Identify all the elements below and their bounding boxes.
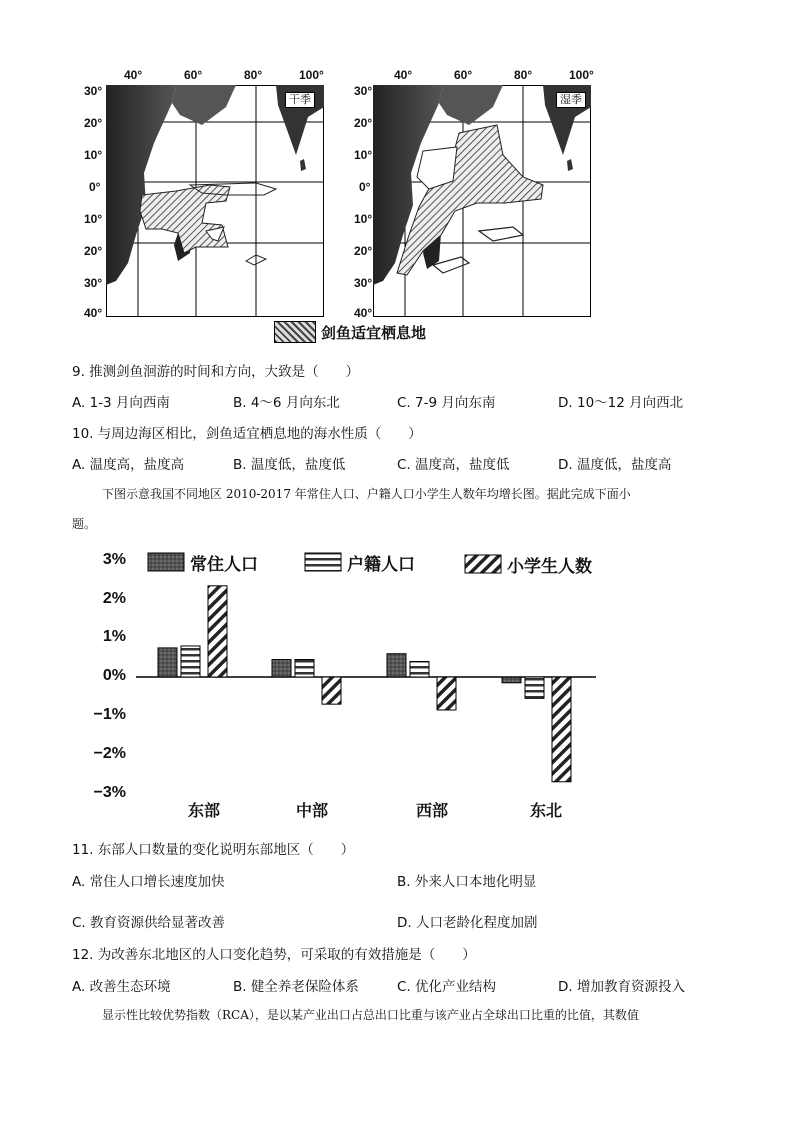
lon-label: 80° <box>514 68 533 82</box>
bar-resident <box>272 660 291 677</box>
question-11-stem: 11. 东部人口数量的变化说明东部地区（ ） <box>72 842 355 858</box>
bar-pupils <box>208 586 227 677</box>
lon-label: 100° <box>569 68 594 82</box>
lat-label: 20° <box>84 244 103 258</box>
lat-label: 10° <box>354 212 373 226</box>
habitat-legend-label: 剑鱼适宜栖息地 <box>321 324 427 342</box>
legend-label-registered: 户籍人口 <box>347 555 415 575</box>
lon-label: 60° <box>184 68 203 82</box>
bar-registered <box>525 677 544 698</box>
lat-label: 30° <box>84 84 103 98</box>
lon-label: 80° <box>244 68 263 82</box>
question-9-stem: 9. 推测剑鱼洄游的时间和方向，大致是（ ） <box>72 364 360 380</box>
bar-registered <box>295 660 314 677</box>
lat-label: 0° <box>89 180 101 194</box>
q12-option-d[interactable]: D. 增加教育资源投入 <box>558 979 685 995</box>
bar-registered <box>181 646 200 677</box>
lat-label: 0° <box>359 180 371 194</box>
lat-label: 30° <box>84 276 103 290</box>
lat-label: 20° <box>354 244 373 258</box>
legend-swatch-pupils <box>465 555 501 573</box>
y-tick-label: 2% <box>102 590 126 607</box>
q12-option-b[interactable]: B. 健全养老保险体系 <box>233 979 359 995</box>
question-12-stem: 12. 为改善东北地区的人口变化趋势，可采取的有效措施是（ ） <box>72 947 476 963</box>
y-tick-label: 0% <box>102 667 126 684</box>
y-tick-label: −2% <box>93 745 126 762</box>
q9-option-b[interactable]: B. 4～6 月向东北 <box>233 395 340 411</box>
category-label: 东部 <box>188 801 221 820</box>
legend-swatch-resident <box>148 553 184 571</box>
wet-season-tag: 湿季 <box>556 92 586 108</box>
intro-paragraph-line: 题。 <box>72 517 97 531</box>
y-tick-label: −3% <box>93 784 126 801</box>
bar-pupils <box>437 677 456 710</box>
bar-resident <box>387 654 406 677</box>
question-10-stem: 10. 与周边海区相比，剑鱼适宜栖息地的海水性质（ ） <box>72 426 422 442</box>
lon-label: 60° <box>454 68 473 82</box>
bar-resident <box>502 677 521 683</box>
lat-label: 20° <box>84 116 103 130</box>
category-label: 中部 <box>296 801 329 820</box>
lon-label: 100° <box>299 68 324 82</box>
legend-swatch-registered <box>305 553 341 571</box>
q11-option-b[interactable]: B. 外来人口本地化明显 <box>397 874 537 890</box>
y-tick-label: 1% <box>102 628 126 645</box>
q10-option-a[interactable]: A. 温度高，盐度高 <box>72 457 185 473</box>
q10-option-b[interactable]: B. 温度低，盐度低 <box>233 457 346 473</box>
y-tick-label: 3% <box>102 551 126 568</box>
q9-option-a[interactable]: A. 1-3 月向西南 <box>72 395 170 411</box>
intro-paragraph-line: 下图示意我国不同地区 2010-2017 年常住人口、户籍人口小学生人数年均增长图。据此完成下面小 <box>102 487 631 501</box>
lat-label: 10° <box>84 148 103 162</box>
bar-resident <box>158 648 177 677</box>
y-tick-label: −1% <box>93 706 126 723</box>
lon-label: 40° <box>394 68 413 82</box>
lat-label: 10° <box>354 148 373 162</box>
lat-label: 40° <box>354 306 373 320</box>
q11-option-a[interactable]: A. 常住人口增长速度加快 <box>72 874 225 890</box>
legend-label-pupils: 小学生人数 <box>507 557 592 577</box>
q10-option-c[interactable]: C. 温度高，盐度低 <box>397 457 510 473</box>
q12-option-a[interactable]: A. 改善生态环境 <box>72 979 171 995</box>
lat-label: 30° <box>354 84 373 98</box>
lat-label: 30° <box>354 276 373 290</box>
bar-pupils <box>322 677 341 704</box>
q9-option-d[interactable]: D. 10～12 月向西北 <box>558 395 684 411</box>
q12-option-c[interactable]: C. 优化产业结构 <box>397 979 497 995</box>
category-label: 东北 <box>530 801 563 820</box>
lon-label: 40° <box>124 68 143 82</box>
lat-label: 40° <box>84 306 103 320</box>
category-label: 西部 <box>416 801 449 820</box>
lat-label: 20° <box>354 116 373 130</box>
intro-paragraph-line: 显示性比较优势指数（RCA），是以某产业出口占总出口比重与该产业占全球出口比重的比值，其数值 <box>102 1008 639 1022</box>
legend-label-resident: 常住人口 <box>190 555 258 575</box>
bar-registered <box>410 661 429 677</box>
bar-pupils <box>552 677 571 782</box>
dry-season-tag: 干季 <box>285 92 315 108</box>
q11-option-c[interactable]: C. 教育资源供给显著改善 <box>72 915 226 931</box>
q9-option-c[interactable]: C. 7-9 月向东南 <box>397 395 496 411</box>
q10-option-d[interactable]: D. 温度低，盐度高 <box>558 457 672 473</box>
q11-option-d[interactable]: D. 人口老龄化程度加剧 <box>397 915 538 931</box>
lat-label: 10° <box>84 212 103 226</box>
